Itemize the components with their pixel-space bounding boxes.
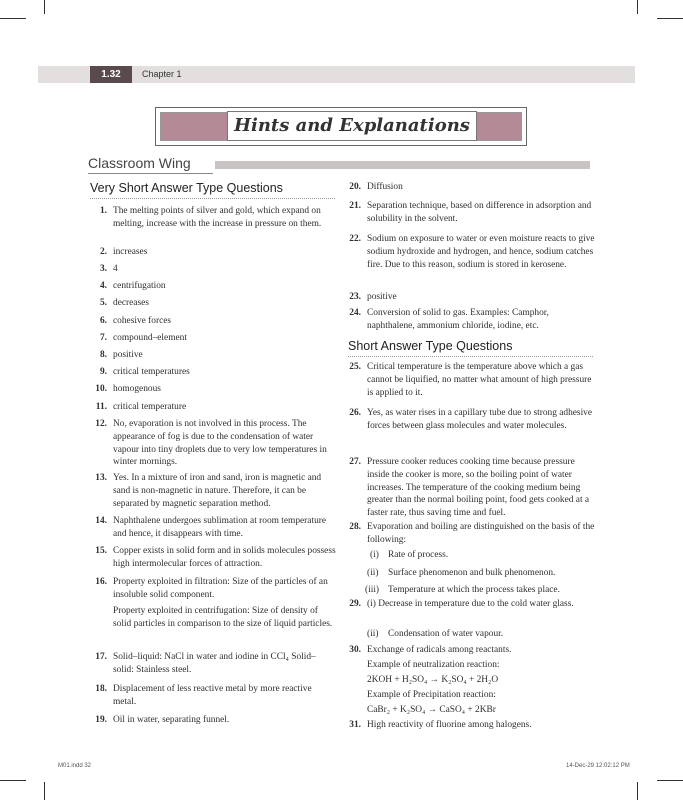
answer-item <box>88 205 336 243</box>
answer-item <box>345 521 595 547</box>
answer-item <box>345 456 595 519</box>
item-number: 3. <box>99 264 107 274</box>
item-number: 14. <box>95 516 107 526</box>
item-number: 19. <box>95 715 107 725</box>
item-number: 10. <box>95 384 107 394</box>
item-text: compound–element <box>113 333 187 343</box>
item-number: 20. <box>349 182 361 192</box>
crop-mark <box>657 780 683 781</box>
item-text: cohesive forces <box>113 316 172 326</box>
item-number: 30. <box>349 645 361 655</box>
item-text: positive <box>113 350 143 360</box>
item-number: 8. <box>99 350 107 360</box>
crop-mark <box>44 0 45 14</box>
footer-file: M01.indd 32 <box>58 763 92 769</box>
example-label: Example of Precipitation reaction: <box>367 690 496 700</box>
answer-item <box>345 181 595 194</box>
answer-item <box>88 472 336 511</box>
item-number: 26. <box>349 408 361 418</box>
item-text: increases <box>113 247 148 257</box>
crop-mark <box>657 18 683 19</box>
answer-item <box>88 332 336 345</box>
answer-item <box>88 401 336 414</box>
answer-item <box>88 605 336 644</box>
subsection-heading: Very Short Answer Type Questions <box>90 181 283 195</box>
item-text: No, evaporation is not involved in this process. The appearance of fog is due to the condensation of water vapour into tiny droplets due to very low temperatures in winter mornings. <box>113 419 327 468</box>
item-text: Conversion of solid to gas. Examples: Camphor, naphthalene, ammonium chloride, iodine, etc. <box>367 308 549 331</box>
subsection-rule <box>90 198 335 199</box>
chapter-label: Chapter 1 <box>142 69 182 79</box>
subsection-heading: Short Answer Type Questions <box>348 339 513 353</box>
item-number: 21. <box>349 201 361 211</box>
item-number: 11. <box>95 402 107 412</box>
answer-item <box>88 246 336 259</box>
page-number: 1.32 <box>90 66 132 83</box>
answer-item <box>345 200 595 226</box>
item-text: Yes. In a mixture of iron and sand, iron is magnetic and sand is non-magnetic in nature. Therefore, it can be separated by magnetic separation method. <box>113 473 322 509</box>
item-text: High reactivity of fluorine among halogens. <box>367 720 532 730</box>
answer-item <box>88 383 336 396</box>
item-number: 17. <box>95 652 107 662</box>
item-number: 5. <box>99 298 107 308</box>
item-text: (i) Decrease in temperature due to the cold water glass. <box>367 599 574 609</box>
item-text: Copper exists in solid form and in solids molecules possess high intermolecular forces of attraction. <box>113 546 336 569</box>
item-text: critical temperature <box>113 402 187 412</box>
item-text: Pressure cooker reduces cooking time because pressure inside the cooker is more, so the boiling point of water increases. The temperature of the cooking medium being greater than the normal boiling point, food gets cooked at a faster rate, thus saving time and fuel. <box>367 457 590 519</box>
answer-item <box>88 263 336 276</box>
answer-item <box>88 366 336 379</box>
section-band <box>215 161 590 169</box>
item-text: homogenous <box>113 384 161 394</box>
answer-item <box>88 651 336 677</box>
answer-item <box>345 307 595 333</box>
item-text: Exchange of radicals among reactants. <box>367 645 512 655</box>
answer-item <box>88 280 336 293</box>
item-number: 22. <box>349 234 361 244</box>
item-number: 15. <box>95 546 107 556</box>
item-number: 7. <box>99 333 107 343</box>
footer-timestamp: 14-Dec-29 12:02:12 PM <box>566 763 630 769</box>
crop-mark <box>44 782 45 800</box>
item-number: 28. <box>349 522 361 532</box>
answer-item <box>345 644 595 657</box>
item-text: centrifugation <box>113 281 166 291</box>
answer-item <box>88 545 336 571</box>
item-text: decreases <box>113 298 149 308</box>
item-number: 31. <box>349 720 361 730</box>
item-number: 18. <box>95 684 107 694</box>
item-number: 6. <box>99 316 107 326</box>
item-number: 4. <box>99 281 107 291</box>
section-heading: Classroom Wing <box>88 155 191 171</box>
item-number: 2. <box>99 247 107 257</box>
section-underline <box>88 173 213 174</box>
answer-item <box>345 407 595 446</box>
item-text: Separation technique, based on difference in adsorption and solubility in the solvent. <box>367 201 592 224</box>
item-text: Naphthalene undergoes sublimation at room temperature and hence, it disappears with time. <box>113 516 327 539</box>
item-number: 23. <box>349 292 361 302</box>
item-text: Sodium on exposure to water or even moisture reacts to give sodium hydroxide and hydrogen, and hence, sodium catches fire. Due to this reason, sodium is stored in kerosene. <box>367 234 595 270</box>
item-text: Solid–liquid: NaCl in water and iodine in CCl₄ Solid–solid: Stainless steel. <box>113 652 316 675</box>
item-number: 9. <box>99 367 107 377</box>
example-label: Example of neutralization reaction: <box>367 660 500 670</box>
item-text: Oil in water, separating funnel. <box>113 715 230 725</box>
chemical-equation: 2KOH + H₂SO₄ → K₂SO₄ + 2H₂O <box>367 675 499 685</box>
answer-item <box>88 349 336 362</box>
item-text: 4 <box>113 264 118 274</box>
item-number: 13. <box>95 473 107 483</box>
subsection-rule <box>348 356 593 357</box>
item-text: Diffusion <box>367 182 403 192</box>
item-text: critical temperatures <box>113 367 190 377</box>
answer-item <box>88 418 336 470</box>
item-text: Displacement of less reactive metal by more reactive metal. <box>113 684 312 707</box>
crop-mark <box>0 18 26 19</box>
item-number: 25. <box>349 362 361 372</box>
answer-item <box>88 714 336 727</box>
item-number: 12. <box>95 419 107 429</box>
page-title: Hints and Explanations <box>227 111 477 141</box>
answer-item <box>88 297 336 310</box>
item-text: The melting points of silver and gold, which expand on melting, increase with the increase in pressure on them. <box>113 206 322 229</box>
item-number: 1. <box>99 206 107 216</box>
answer-item <box>88 576 336 602</box>
item-number: 27. <box>349 457 361 467</box>
crop-mark <box>637 0 638 14</box>
answer-item <box>345 719 595 732</box>
item-text: positive <box>367 292 397 302</box>
item-number: 16. <box>95 577 107 587</box>
answer-item <box>345 598 595 624</box>
answer-item <box>88 315 336 328</box>
answer-item <box>88 515 336 541</box>
answer-item <box>88 683 336 709</box>
answer-item <box>345 291 595 304</box>
item-number: 24. <box>349 308 361 318</box>
item-number: 29. <box>349 599 361 609</box>
item-text: Evaporation and boiling are distinguished on the basis of the following: <box>367 522 595 545</box>
item-text: Property exploited in centrifugation: Size of density of solid particles in comparison to the size of liquid particles. <box>113 606 333 629</box>
crop-mark <box>637 782 638 800</box>
crop-mark <box>0 780 26 781</box>
answer-item <box>345 233 595 285</box>
item-text: Critical temperature is the temperature above which a gas cannot be liquified, no matter what amount of high pressure is applied to it. <box>367 362 592 398</box>
answer-item <box>345 361 595 400</box>
item-text: Property exploited in filtration: Size of the particles of an insoluble solid component. <box>113 577 328 600</box>
chemical-equation: CaBr₂ + K₂SO₄ → CaSO₄ + 2KBr <box>367 705 496 715</box>
item-text: Yes, as water rises in a capillary tube due to strong adhesive forces between glass molecules and water molecules. <box>367 408 593 431</box>
